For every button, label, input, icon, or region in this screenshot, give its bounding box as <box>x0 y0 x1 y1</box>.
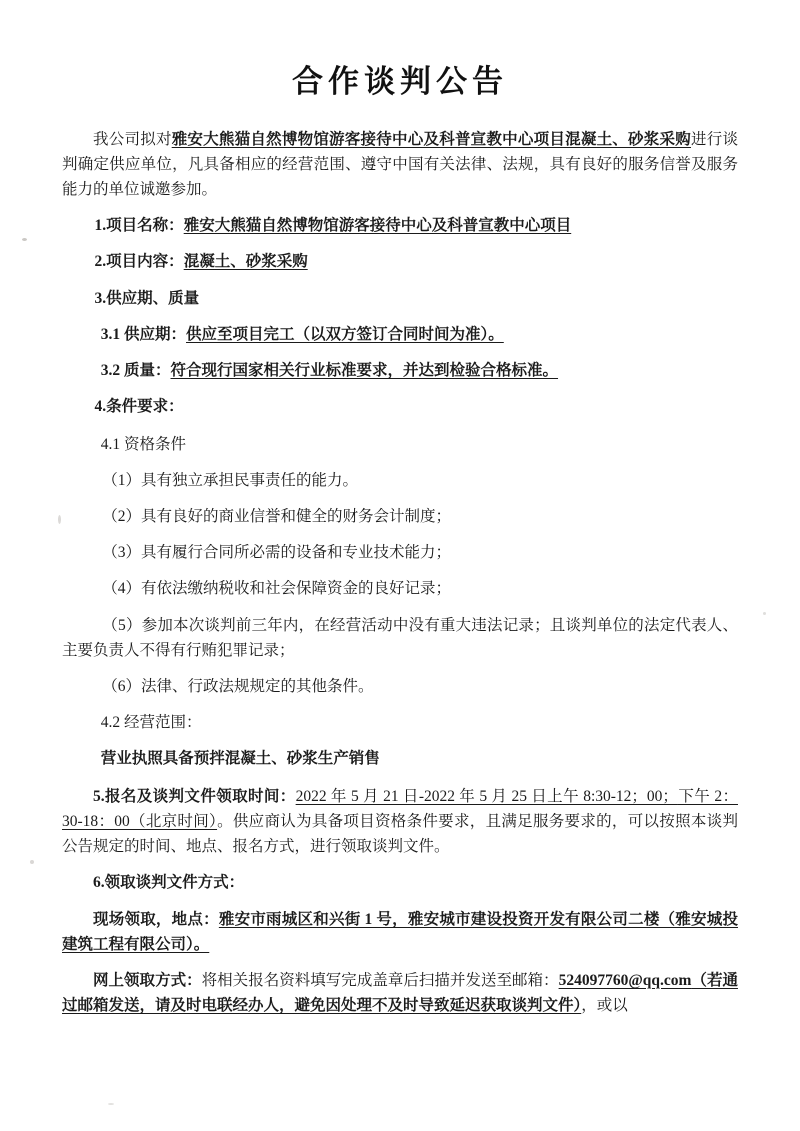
section-3-1-number: 3.1 <box>100 325 121 343</box>
registration-tail: 。供应商认为具备项目资格条件要求，且满足服务要求的，可以按照本谈判公告规定的时间、地点、报名方式，进行领取谈判文件。 <box>62 813 738 856</box>
section-3-number: 3. <box>94 289 107 307</box>
page-title: 合作谈判公告 <box>292 64 508 99</box>
section-3 <box>62 286 738 311</box>
section-4 <box>62 394 738 419</box>
intro-project-name: 雅安大熊猫自然博物馆游客接待中心及科普宣教中心项目混凝土、砂浆采购 <box>171 131 691 148</box>
collection-onsite-value: 雅安市雨城区和兴街 1 号，雅安城市建设投资开发有限公司二楼（雅安城投建筑工程有限公司）。 <box>62 910 738 953</box>
list-item: （5）参加本次谈判前三年内，在经营活动中没有重大违法记录；且谈判单位的法定代表人、主要负责人不得有行贿犯罪记录； <box>62 616 738 659</box>
qualification-heading: 4.1 资格条件 <box>100 435 187 453</box>
collection-label: 领取谈判文件方式： <box>104 874 245 892</box>
scan-speckle <box>22 238 27 241</box>
collection-heading <box>62 870 738 895</box>
section-3-1-label: 供应期： <box>124 325 187 343</box>
section-1-label: 项目名称： <box>106 217 184 235</box>
collection-onsite <box>62 907 738 957</box>
business-scope-heading: 4.2 经营范围： <box>100 713 202 731</box>
section-3-2 <box>62 358 738 383</box>
collection-online-text: 将相关报名资料填写完成盖章后扫描并发送至邮箱： <box>201 971 559 989</box>
registration-label: 报名及谈判文件领取时间： <box>104 788 296 806</box>
scan-speckle <box>58 515 61 524</box>
collection-online-tail: ，或以 <box>581 996 628 1014</box>
collection-online-note: （若通过邮箱发送，请及时电联经办人，避免因处理不及时导致延迟获取谈判文件） <box>62 971 738 1014</box>
section-2 <box>62 249 738 274</box>
section-3-1-value: 供应至项目完工（以双方签订合同时间为准）。 <box>186 325 504 343</box>
collection-email: 524097760@qq.com <box>558 971 692 989</box>
collection-online-label: 网上领取方式： <box>93 971 202 989</box>
registration-paragraph <box>62 784 738 859</box>
collection-online <box>62 968 738 1018</box>
section-3-1 <box>62 322 738 347</box>
list-item: （4）有依法缴纳税收和社会保障资金的良好记录； <box>102 580 452 598</box>
section-4-label: 条件要求： <box>106 397 184 415</box>
intro-tail: 进行谈判确定供应单位，凡具备相应的经营范围、遵守中国有关法律、法规，具有良好的服务信誉及服务能力的单位诚邀参加。 <box>62 131 738 199</box>
section-3-label: 供应期、质量 <box>106 289 200 307</box>
intro-lead: 我公司拟对 <box>93 131 172 148</box>
collection-number: 6. <box>93 874 105 892</box>
scan-speckle <box>30 860 34 864</box>
section-3-2-label: 质量： <box>124 361 171 379</box>
section-4-number: 4. <box>94 397 107 415</box>
scan-speckle <box>108 1103 114 1105</box>
scan-speckle <box>763 612 766 615</box>
collection-onsite-label: 现场领取，地点： <box>93 910 219 928</box>
section-3-2-value: 符合现行国家相关行业标准要求，并达到检验合格标准。 <box>170 361 559 379</box>
section-3-2-number: 3.2 <box>100 361 121 379</box>
qualification-list <box>62 468 738 699</box>
section-2-value: 混凝土、砂浆采购 <box>183 253 308 271</box>
list-item: （1）具有独立承担民事责任的能力。 <box>102 472 359 490</box>
registration-number: 5. <box>93 788 105 806</box>
registration-afternoon: 下午 2：30-18：00（北京时间） <box>62 788 738 831</box>
list-item: （6）法律、行政法规规定的其他条件。 <box>102 677 374 695</box>
section-1-value: 雅安大熊猫自然博物馆游客接待中心及科普宣教中心项目 <box>183 217 572 235</box>
intro-paragraph <box>62 127 738 202</box>
list-item: （3）具有履行合同所必需的设备和专业技术能力； <box>102 544 452 562</box>
section-2-number: 2. <box>94 253 107 271</box>
business-scope-text: 营业执照具备预拌混凝土、砂浆生产销售 <box>100 749 380 767</box>
list-item: （2）具有良好的商业信誉和健全的财务会计制度； <box>102 508 452 526</box>
section-1-number: 1. <box>94 217 107 235</box>
section-2-label: 项目内容： <box>106 253 184 271</box>
section-1 <box>62 213 738 238</box>
registration-date-range: 2022 年 5 月 21 日-2022 年 5 月 25 日上午 8:30-12；00； <box>295 788 678 806</box>
